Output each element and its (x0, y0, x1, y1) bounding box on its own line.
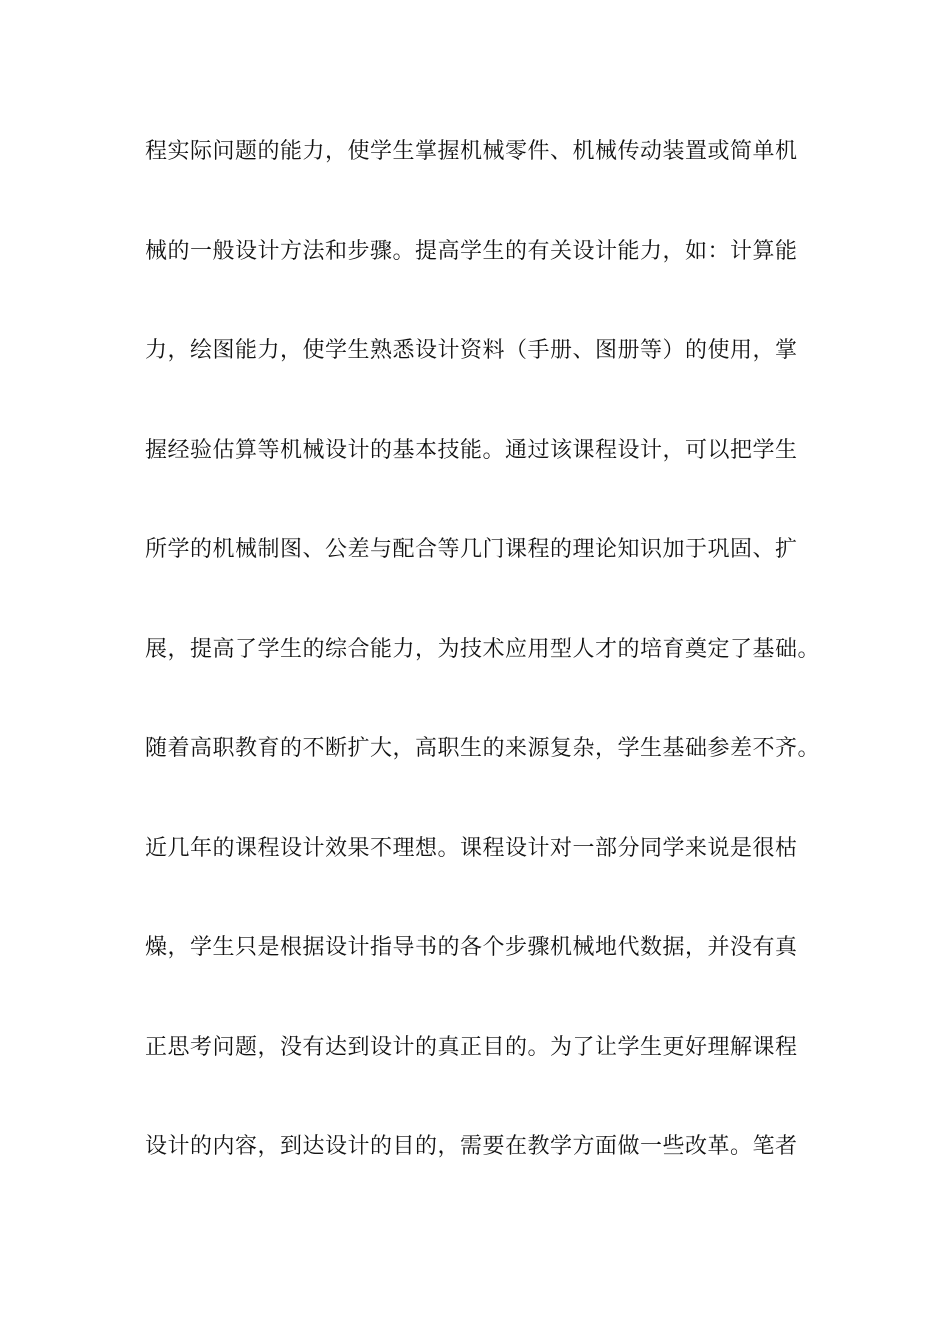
text-line: 程实际问题的能力，使学生掌握机械零件、机械传动装置或简单机 (145, 139, 798, 164)
text-line: 械的一般设计方法和步骤。提高学生的有关设计能力，如：计算能 (145, 238, 798, 264)
text-line: 所学的机械制图、公差与配合等几门课程的理论知识加于巩固、扩 (145, 537, 798, 562)
body-text (145, 132, 865, 1227)
text-line: 力，绘图能力，使学生熟悉设计资料（手册、图册等）的使用，掌 (145, 338, 798, 363)
text-line: 随着高职教育的不断扩大，高职生的来源复杂，学生基础参差不齐。 (145, 736, 821, 761)
text-line: 展，提高了学生的综合能力，为技术应用型人才的培育奠定了基础。 (145, 636, 821, 662)
text-line: 燥，学生只是根据设计指导书的各个步骤机械地代数据，并没有真 (145, 935, 798, 960)
text-line: 握经验估算等机械设计的基本技能。通过该课程设计，可以把学生 (145, 437, 798, 463)
text-line: 正思考问题，没有达到设计的真正目的。为了让学生更好理解课程 (145, 1034, 798, 1060)
text-line: 近几年的课程设计效果不理想。课程设计对一部分同学来说是很枯 (145, 835, 798, 861)
text-line: 设计的内容，到达设计的目的，需要在教学方面做一些改革。笔者 (145, 1134, 798, 1159)
